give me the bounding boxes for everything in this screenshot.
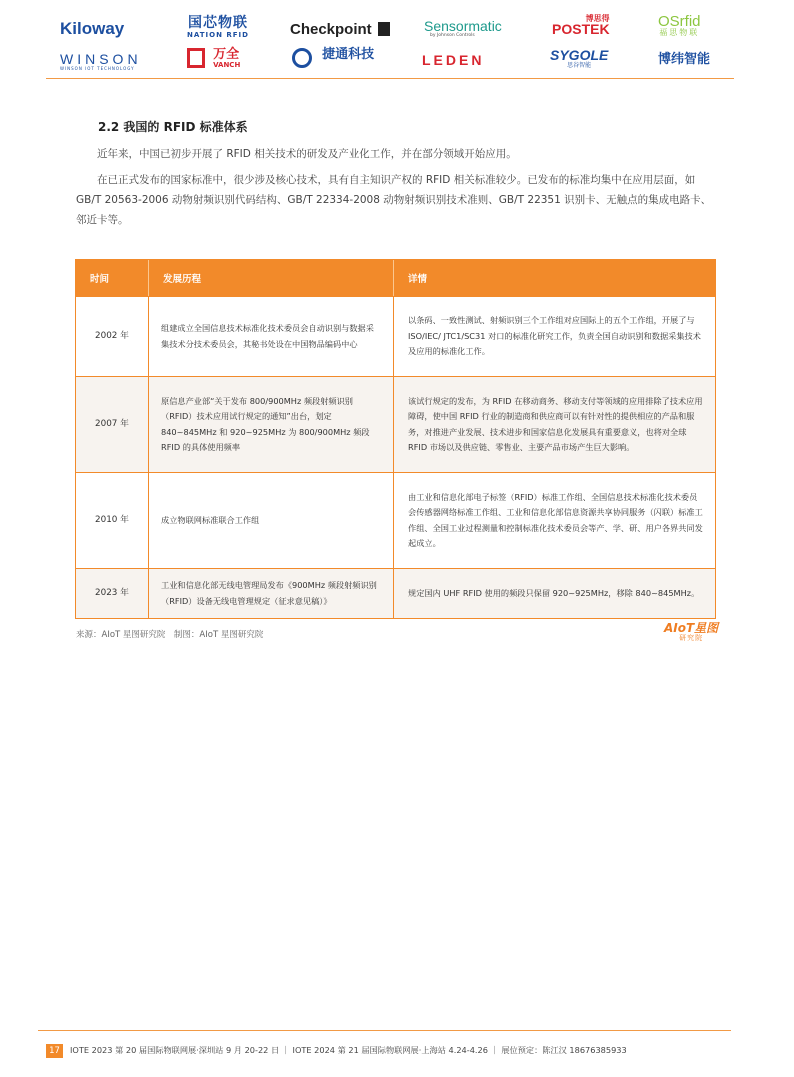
partner-logo-bar xyxy=(46,14,746,76)
kiloway-logo: Kiloway xyxy=(60,19,125,38)
detail-cell: 该试行规定的发布，为 RFID 在移动商务、移动支付等领域的应用排除了技术应用障碍，使中国 RFID 行业的制造商和供应商可以有针对性的提供相应的产品和服务，对推进产业发展、技术进步和国家信息化发展具有重要意义，也将对全球 RFID 市场以及供应链、零售业、主要产品市场产生巨大影响。 xyxy=(408,395,703,452)
leden-logo: LEDEN xyxy=(422,52,485,68)
footer-text: IOTE 2023 第 20 届国际物联网展·深圳站 9 月 20-22 日 ｜ IOTE 2024 第 21 届国际物联网展·上海站 4.24-4.26 ｜ 展位预定：陈江汉 18676385933 xyxy=(70,1045,627,1055)
year-cell: 2023 年 xyxy=(76,569,149,618)
table-row xyxy=(76,472,715,568)
history-cell: 成立物联网标准联合工作组 xyxy=(149,473,394,568)
detail-cell: 规定国内 UHF RFID 使用的频段只保留 920~925MHz，移除 840~845MHz。 xyxy=(408,587,700,598)
table-row xyxy=(76,296,715,376)
year-cell: 2007 年 xyxy=(76,377,149,472)
page-number: 17 xyxy=(46,1044,63,1058)
vanch-mark-icon xyxy=(187,48,205,68)
standards-paragraph: 在已正式发布的国家标准中，很少涉及核心技术，具有自主知识产权的 RFID 相关标准较少。已发布的标准均集中在应用层面，如 GB/T 20563-2006 动物射频识别代码结构、GB/T 22334-2008 动物射频识别技术准则、GB/T 22351 识别卡、无触点的集成电路卡、邻近卡等。 xyxy=(76,174,712,226)
sygole-logo: SYGOLE 思谷智能 xyxy=(550,47,609,69)
table-header xyxy=(76,260,715,296)
year-cell: 2010 年 xyxy=(76,473,149,568)
history-cell: 工业和信息化部无线电管理局发布《900MHz 频段射频识别（RFID）设备无线电管理规定（征求意见稿）》 xyxy=(149,569,394,618)
nation-rfid-logo: 国芯物联 NATION RFID xyxy=(187,15,249,39)
header-year: 时间 xyxy=(76,260,149,296)
postek-logo: 博思得 POSTEK xyxy=(552,14,610,37)
sensormatic-logo: Sensormatic by Johnson Controls xyxy=(424,18,502,38)
detail-cell: 以条码、一致性测试、射频识别三个工作组对应国际上的五个工作组，开展了与 ISO/IEC/ JTC1/SC31 对口的标准化研究工作，负责全国自动识别和数据采集技术及应用的标准化工作。 xyxy=(408,315,701,357)
vanch-logo: 万全 VANCH xyxy=(187,48,240,69)
rfid-standards-table xyxy=(75,259,716,619)
bowei-logo: 博纬智能 xyxy=(658,52,711,67)
winson-logo: WINSON WINSON IOT TECHNOLOGY xyxy=(60,51,142,71)
osrfid-logo: OSrfid 福思物联 xyxy=(658,13,701,37)
history-cell: 组建成立全国信息技术标准化技术委员会自动识别与数据采集技术分技术委员会，其秘书处设在中国物品编码中心 xyxy=(149,297,394,376)
jietong-logo: 捷通科技 xyxy=(292,48,374,68)
checkpoint-mark-icon xyxy=(378,22,390,36)
intro-paragraph: 近年来，中国已初步开展了 RFID 相关技术的研发及产业化工作，并在部分领域开始应用。 xyxy=(97,148,517,160)
aiot-logo: AIoT星图 研究院 xyxy=(664,621,719,642)
source-caption: 来源：AIoT 星图研究院 制图：AIoT 星图研究院 xyxy=(76,630,264,640)
year-cell: 2002 年 xyxy=(76,297,149,376)
header-history: 发展历程 xyxy=(149,260,394,296)
table-row xyxy=(76,376,715,472)
history-cell: 原信息产业部“关于发布 800/900MHz 频段射频识别（RFID）技术应用试行规定的通知”出台，划定 840~845MHz 和 920~925MHz 为 800/900MHz 频段 RFID 的具体使用频率 xyxy=(149,377,394,472)
jietong-mark-icon xyxy=(292,48,312,68)
table-row xyxy=(76,568,715,618)
detail-cell: 由工业和信息化部电子标签（RFID）标准工作组、全国信息技术标准化技术委员会传感器网络标准工作组、工业和信息化部信息资源共享协同服务（闪联）标准工作组、全国工业过程测量和控制标准化技术委员会等产、学、研、用户各界共同发起成立。 xyxy=(408,491,703,548)
footer-divider xyxy=(38,1030,731,1031)
header-divider xyxy=(46,78,734,79)
header-detail: 详情 xyxy=(408,274,428,285)
checkpoint-logo: Checkpoint xyxy=(290,21,390,37)
section-title: 2.2 我国的 RFID 标准体系 xyxy=(98,120,248,134)
